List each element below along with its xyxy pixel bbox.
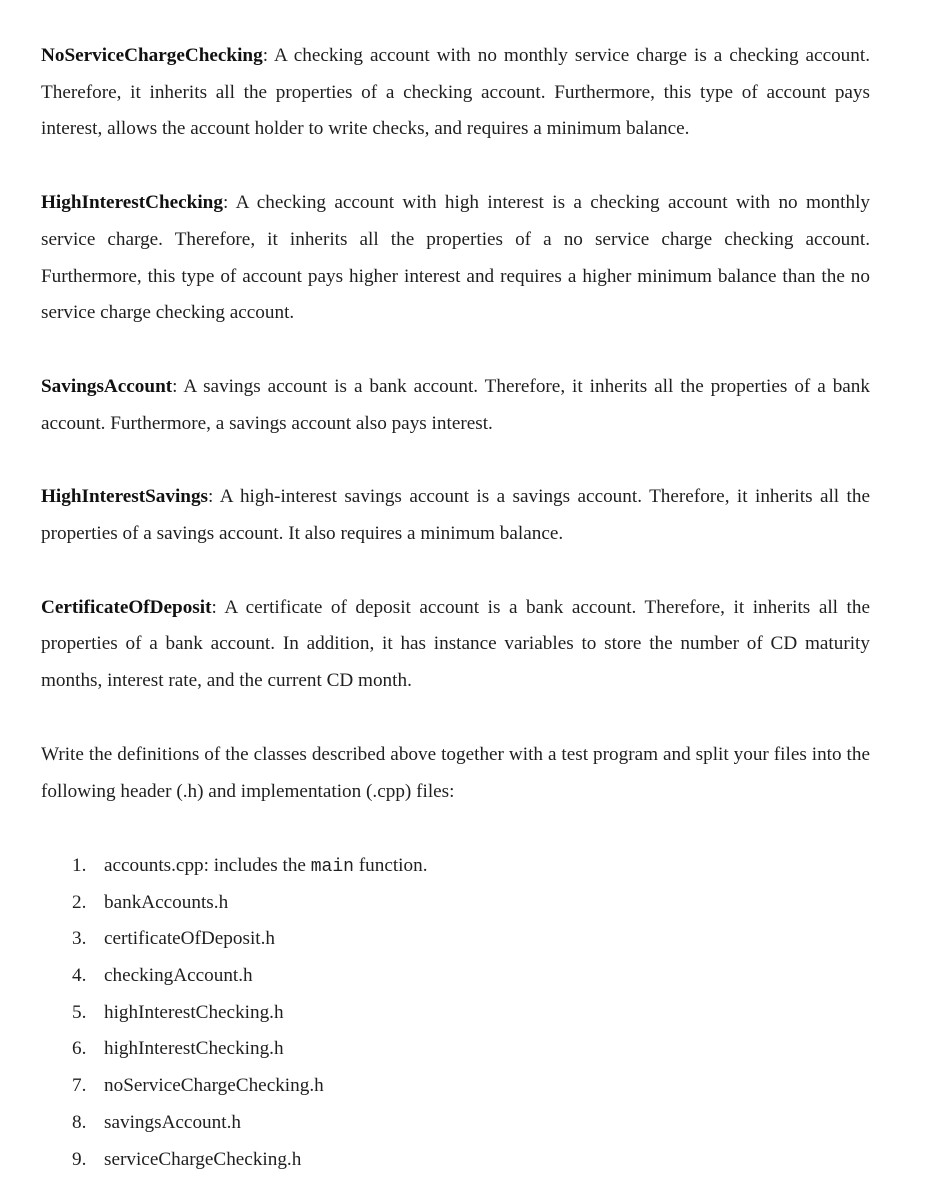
list-number: 8. [72,1111,87,1133]
list-number: 5. [72,1001,87,1023]
paragraph-no-service-charge-checking [41,38,870,148]
paragraph-high-interest-checking [41,185,870,332]
list-item [72,995,428,1032]
list-item [72,958,428,995]
paragraph-text: : A certificate of deposit account is a bank account. Therefore, it inherits all the properties of a bank account. In addition, it has instance variables to store the number of CD maturity months, interest rate, and the current CD month. [41,596,870,692]
paragraph-text: : A checking account with high interest is a checking account with no monthly service charge. Therefore, it inherits all the properties of a no service charge checking account. Furthermore, this type of account pays higher interest and requires a higher minimum balance than the no service charge checking account. [41,192,870,324]
term-label: CertificateOfDeposit [41,596,212,618]
list-item [72,1142,428,1179]
term-label: SavingsAccount [41,375,173,397]
list-item [72,885,428,922]
file-list [72,848,428,1178]
paragraph-text: : A checking account with no monthly service charge is a checking account. Therefore, it inherits all the properties of a checking account. Furthermore, this type of account pays interest, allows the account holder to write checks, and requires a minimum balance. [41,45,870,140]
paragraph-certificate-of-deposit [41,590,870,700]
paragraph-text: : A savings account is a bank account. Therefore, it inherits all the properties of a bank account. Furthermore, a savings account also pays interest. [41,375,870,434]
instruction-paragraph: Write the definitions of the classes described above together with a test program and split your files into the following header (.h) and implementation (.cpp) files: [41,743,870,802]
paragraph-text: : A high-interest savings account is a savings account. Therefore, it inherits all the properties of a savings account. It also requires a minimum balance. [41,486,870,545]
file-name: highInterestChecking.h [104,1038,284,1060]
list-number: 6. [72,1038,87,1060]
code-main: main [310,857,354,877]
file-name: highInterestChecking.h [104,1001,284,1023]
document-page [41,38,870,1170]
list-number: 3. [72,928,87,950]
paragraph-high-interest-savings [41,479,870,552]
term-label: HighInterestChecking [41,192,223,214]
list-number: 2. [72,891,87,913]
file-name: noServiceChargeChecking.h [104,1075,324,1097]
file-name: bankAccounts.h [104,891,229,913]
file-name: checkingAccount.h [104,965,253,987]
list-item [72,1068,428,1105]
list-item [72,1031,428,1068]
list-number: 7. [72,1075,87,1097]
list-item [72,1105,428,1142]
list-number: 9. [72,1148,87,1170]
list-item [72,848,428,885]
file-name: serviceChargeChecking.h [104,1148,302,1170]
file-suffix: function. [353,855,428,876]
file-name: certificateOfDeposit.h [104,928,276,950]
file-name: accounts.cpp: includes the [104,855,311,876]
paragraph-savings-account [41,369,870,442]
file-name: savingsAccount.h [104,1111,241,1133]
list-number: 4. [72,965,87,987]
list-number: 1. [72,855,87,876]
term-label: HighInterestSavings [41,486,209,508]
list-item [72,921,428,958]
term-label: NoServiceChargeChecking [41,45,263,66]
